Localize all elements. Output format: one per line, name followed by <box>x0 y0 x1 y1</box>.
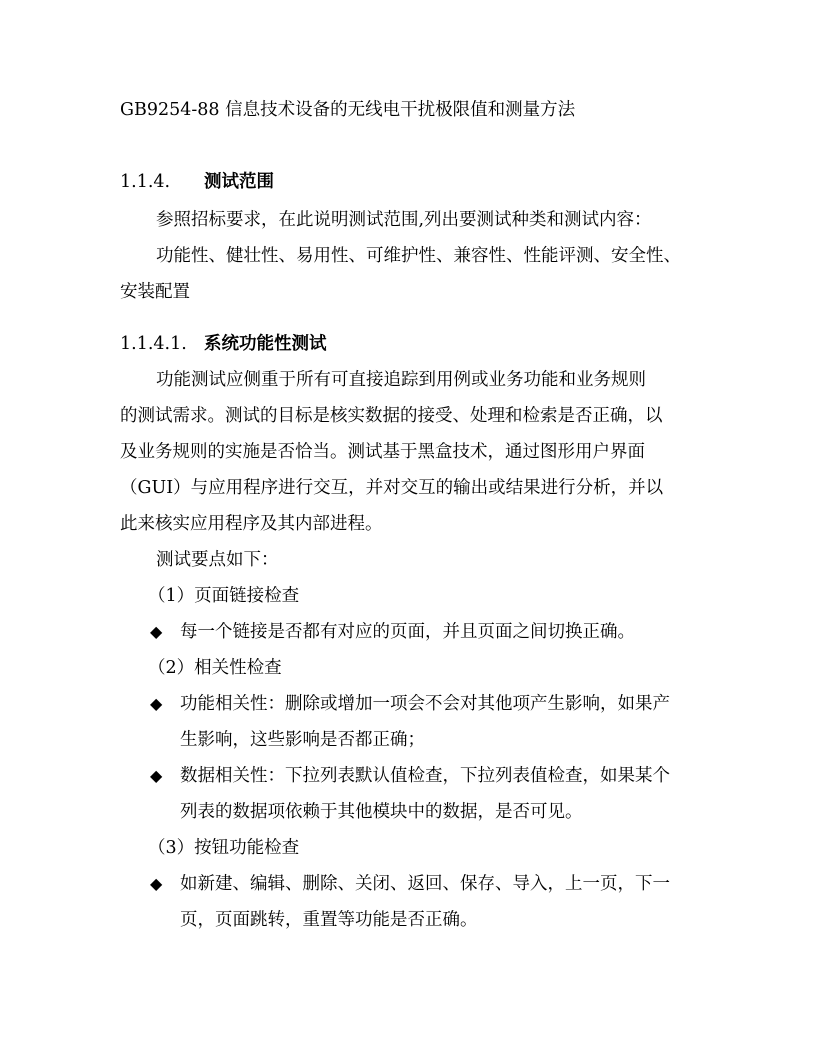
paragraph-line: 及业务规则的实施是否恰当。测试基于黑盒技术，通过图形用户界面 <box>120 442 645 462</box>
paragraph-line: 的测试需求。测试的目标是核实数据的接受、处理和检索是否正确，以 <box>120 406 663 426</box>
heading-number: 1.1.4. <box>120 172 171 192</box>
points-intro: 测试要点如下： <box>156 550 279 570</box>
paragraph-line: 功能测试应侧重于所有可直接追踪到用例或业务功能和业务规则 <box>156 370 646 390</box>
test-types-line2: 安装配置 <box>120 282 190 302</box>
heading-1-1-4-1 <box>120 334 327 354</box>
item-3-bullet-cont: 页，页面跳转，重置等功能是否正确。 <box>180 910 478 930</box>
item-3-title: （3）按钮功能检查 <box>148 838 300 858</box>
item-2-bullet-2-cont: 列表的数据项依赖于其他模块中的数据，是否可见。 <box>180 802 583 822</box>
item-3-bullet: ◆ 如新建、编辑、删除、关闭、返回、保存、导入，上一页，下一 <box>150 874 670 894</box>
item-1-title: （1）页面链接检查 <box>148 586 300 606</box>
heading-title: 系统功能性测试 <box>204 334 327 354</box>
reference-standard: GB9254-88 信息技术设备的无线电干扰极限值和测量方法 <box>120 100 576 120</box>
scope-intro: 参照招标要求，在此说明测试范围,列出要测试种类和测试内容： <box>156 210 652 230</box>
diamond-bullet-icon: ◆ <box>150 874 163 893</box>
heading-number: 1.1.4.1. <box>120 334 187 354</box>
item-2-bullet-2: ◆ 数据相关性：下拉列表默认值检查，下拉列表值检查，如果某个 <box>150 766 670 786</box>
item-2-title: （2）相关性检查 <box>148 658 282 678</box>
paragraph-line: 此来核实应用程序及其内部进程。 <box>120 514 383 534</box>
test-types-line1: 功能性、健壮性、易用性、可维护性、兼容性、性能评测、安全性、 <box>156 246 681 266</box>
item-2-bullet-1: ◆ 功能相关性：删除或增加一项会不会对其他项产生影响，如果产 <box>150 694 670 714</box>
heading-title: 测试范围 <box>204 172 274 192</box>
diamond-bullet-icon: ◆ <box>150 766 163 785</box>
diamond-bullet-icon: ◆ <box>150 622 163 641</box>
paragraph-line: （GUI）与应用程序进行交互，并对交互的输出或结果进行分析，并以 <box>120 478 664 498</box>
item-2-bullet-1-cont: 生影响，这些影响是否都正确； <box>180 730 425 750</box>
diamond-bullet-icon: ◆ <box>150 694 163 713</box>
heading-1-1-4 <box>120 172 274 192</box>
item-1-bullet: ◆ 每一个链接是否都有对应的页面，并且页面之间切换正确。 <box>150 622 635 642</box>
